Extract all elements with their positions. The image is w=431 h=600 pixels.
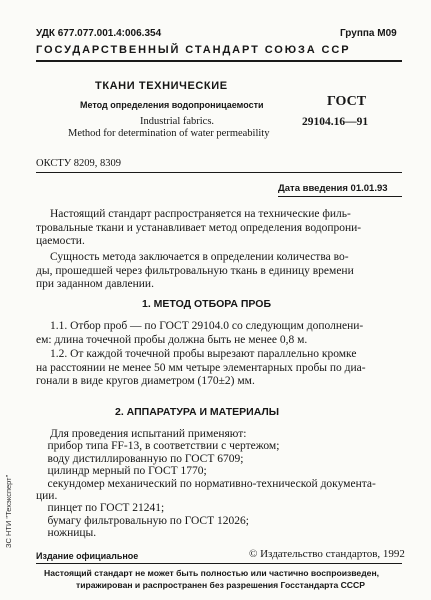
notice-line-2: тиражирован и распространен без разрешения Госстандарта СССР [76,580,365,590]
title-ru-main: ТКАНИ ТЕХНИЧЕСКИЕ [95,80,228,92]
equipment-line: прибор типа FF-13, в соответствии с чертежом; [36,440,280,453]
okstu-code: ОКСТУ 8209, 8309 [36,158,122,169]
intro-line: Настоящий стандарт распространяется на технические филь- [50,208,351,220]
equipment-line: бумагу фильтровальную по ГОСТ 12026; [36,514,249,527]
notice-line-1: Настоящий стандарт не может быть полностью или частично воспроизведен, [44,568,380,578]
gost-label: ГОСТ [327,94,367,109]
equipment-list [36,428,376,540]
section2-heading: 2. АППАРАТУРА И МАТЕРИАЛЫ [115,406,280,418]
equipment-line: цилиндр мерный по ГОСТ 1770; [36,465,207,478]
section1-heading: 1. МЕТОД ОТБОРА ПРОБ [142,298,272,310]
official-edition: Издание официальное [36,551,139,561]
copyright: © Издательство стандартов, 1992 [249,548,405,560]
equipment-line: секундомер механический по нормативно-технической документа- [36,477,376,490]
essence-line: Сущность метода заключается в определении количества во- [50,251,349,263]
intro-line: тровальные ткани и устанавливает метод определения водопрони- [36,221,362,234]
section1-p2 [36,348,402,389]
side-stamp: ЗС НТИ "Техэксперт" [4,474,13,548]
section1-p1-line: 1.1. Отбор проб — по ГОСТ 29104.0 со следующим дополнени- [50,320,364,332]
title-en-2: Method for determination of water permeability [68,128,270,139]
title-ru-sub: Метод определения водопроницаемости [80,100,264,110]
gost-number: 29104.16—91 [302,116,369,128]
intro-line: цаемости. [36,235,85,248]
section1-p2-line: 1.2. От каждой точечной пробы вырезают параллельно кромке [50,348,357,360]
equipment-line: Для проведения испытаний применяют: [50,428,247,440]
equipment-line: ножницы. [36,527,97,540]
equipment-line: ции. [36,490,58,503]
section1-p1 [36,320,402,347]
section1-p2-line: гонали в виде кругов диаметром (170±2) мм. [36,375,255,388]
essence-paragraph [36,251,402,292]
intro-paragraph [36,208,402,249]
title-en-1: Industrial fabrics. [140,116,215,127]
footer-rule [36,563,402,564]
group-code: Группа М09 [340,28,397,39]
header-rule [36,60,402,62]
equipment-line: пинцет по ГОСТ 21241; [36,502,165,515]
state-standard-banner: ГОСУДАРСТВЕННЫЙ СТАНДАРТ СОЮЗА ССР [36,44,351,56]
intro-date-rule [278,196,402,197]
okstu-rule [36,172,402,173]
essence-line: при заданном давлении. [36,278,154,291]
essence-line: ды, прошедшей через фильтровальную ткань в единицу времени [36,264,354,277]
section1-p1-line: ем: длина точечной пробы должна быть не менее 0,8 м. [36,333,308,346]
udk-code: УДК 677.077.001.4:006.354 [36,28,162,39]
equipment-line: воду дистиллированную по ГОСТ 6709; [36,452,244,465]
section1-p2-line: на расстоянии не менее 50 мм четыре элементарных пробы по диа- [36,361,366,374]
intro-date: Дата введения 01.01.93 [278,183,388,194]
